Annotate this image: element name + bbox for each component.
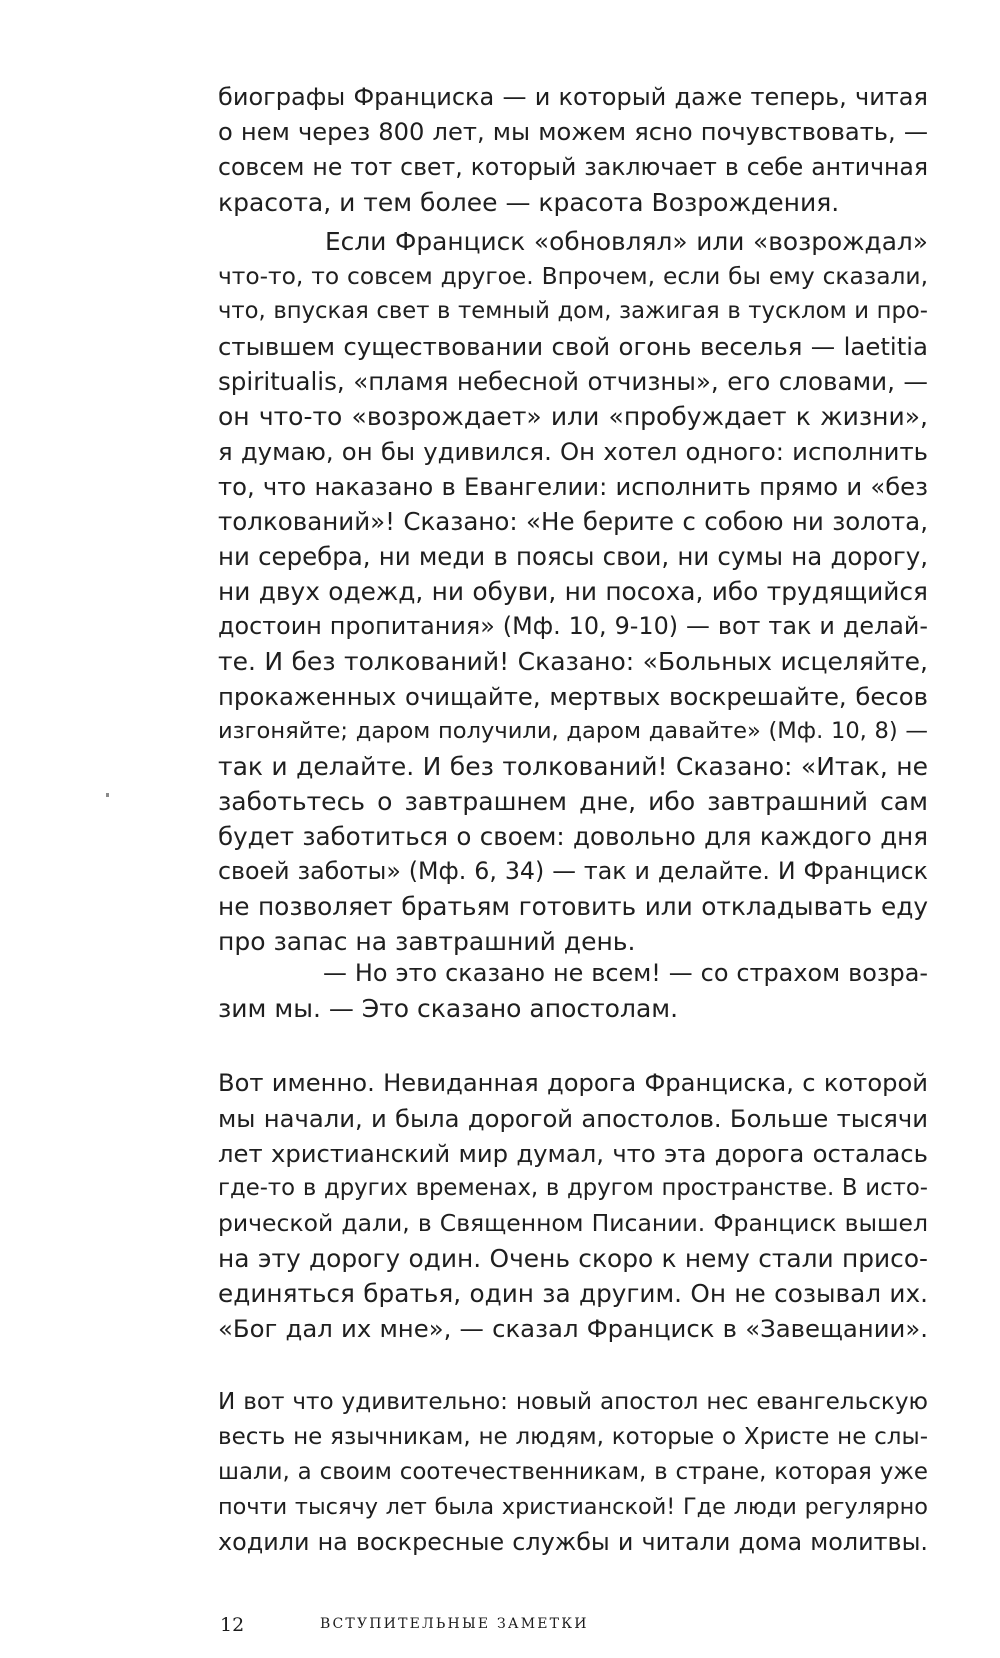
- text-line: «Бог дал их мне», — сказал Франциск в «Завещании».: [218, 1314, 928, 1343]
- paragraph: [218, 80, 928, 220]
- paragraph: [218, 1066, 928, 1346]
- text-line: достоин пропитания» (Мф. 10, 9-10) — вот так и делай-: [218, 612, 928, 640]
- text-line: те. И без толкований! Сказано: «Больных исцеляйте,: [218, 647, 928, 676]
- text-line: ни серебра, ни меди в поясы свои, ни сумы на дорогу,: [218, 542, 928, 571]
- text-line: лет христианский мир думал, что эта дорога осталась: [218, 1139, 928, 1168]
- text-line: ни двух одежд, ни обуви, ни посоха, ибо трудящийся: [218, 577, 928, 606]
- text-line: на эту дорогу один. Очень скоро к нему стали присо-: [218, 1244, 928, 1273]
- text-line: И вот что удивительно: новый апостол нес евангельскую: [218, 1389, 928, 1415]
- text-line: он что-то «возрождает» или «пробуждает к жизни»,: [218, 402, 928, 431]
- text-line: стывшем существовании свой огонь веселья — laetitia: [218, 332, 928, 361]
- text-line: шали, а своим соотечественникам, в стране, которая уже: [218, 1459, 928, 1485]
- text-line: единяться братья, один за другим. Он не созывал их.: [218, 1279, 928, 1308]
- text-line: будет заботиться о своем: довольно для каждого дня: [218, 822, 928, 851]
- text-line: Вот именно. Невиданная дорога Франциска, с которой: [218, 1069, 928, 1097]
- text-line: — Но это сказано не всем! — со страхом возра-: [323, 959, 928, 987]
- text-line: не позволяет братьям готовить или откладывать еду: [218, 892, 928, 921]
- text-line: Если Франциск «обновлял» или «возрождал»: [325, 227, 928, 256]
- text-line: весть не язычникам, не людям, которые о Христе не слы-: [218, 1424, 928, 1450]
- page-number: 12: [220, 1614, 245, 1636]
- text-line: что, впуская свет в темный дом, зажигая в тусклом и про-: [218, 298, 928, 324]
- text-line: где-то в других временах, в другом пространстве. В исто-: [218, 1175, 928, 1201]
- paragraph: [218, 1385, 928, 1560]
- text-line: то, что наказано в Евангелии: исполнить прямо и «без: [218, 472, 928, 501]
- scan-speck: [106, 793, 109, 797]
- text-line: так и делайте. И без толкований! Сказано: «Итак, не: [218, 752, 928, 781]
- text-line: заботьтесь о завтрашнем дне, ибо завтрашний сам: [218, 787, 928, 816]
- text-line: зим мы. — Это сказано апостолам.: [218, 994, 679, 1023]
- text-line: рической дали, в Священном Писании. Франциск вышел: [218, 1209, 928, 1237]
- text-line: что-то, то совсем другое. Впрочем, если бы ему сказали,: [218, 262, 928, 290]
- running-title: ВСТУПИТЕЛЬНЫЕ ЗАМЕТКИ: [320, 1616, 589, 1632]
- text-line: я думаю, он бы удивился. Он хотел одного: исполнить: [218, 437, 928, 466]
- dialogue-paragraph: [218, 956, 928, 1026]
- text-line: своей заботы» (Мф. 6, 34) — так и делайте. И Франциск: [218, 857, 928, 885]
- text-line: ходили на воскресные службы и читали дома молитвы.: [218, 1528, 928, 1556]
- text-line: почти тысячу лет была христианской! Где люди регулярно: [218, 1494, 928, 1520]
- text-line: красота, и тем более — красота Возрождения.: [218, 188, 840, 217]
- text-line: толкований»! Сказано: «Не берите с собою ни золота,: [218, 507, 928, 536]
- text-line: spiritualis, «пламя небесной отчизны», его словами, —: [218, 367, 928, 396]
- paragraph: [218, 224, 928, 959]
- text-line: прокаженных очищайте, мертвых воскрешайте, бесов: [218, 682, 928, 711]
- text-line: мы начали, и была дорогой апостолов. Больше тысячи: [218, 1104, 928, 1133]
- text-line: биографы Франциска — и который даже теперь, читая: [218, 83, 928, 111]
- text-line: о нем через 800 лет, мы можем ясно почувствовать, —: [218, 118, 928, 146]
- text-line: изгоняйте; даром получили, даром давайте» (Мф. 10, 8) —: [218, 718, 928, 744]
- page-footer: [220, 1614, 860, 1638]
- text-line: про запас на завтрашний день.: [218, 927, 636, 956]
- text-line: совсем не тот свет, который заключает в себе античная: [218, 153, 928, 181]
